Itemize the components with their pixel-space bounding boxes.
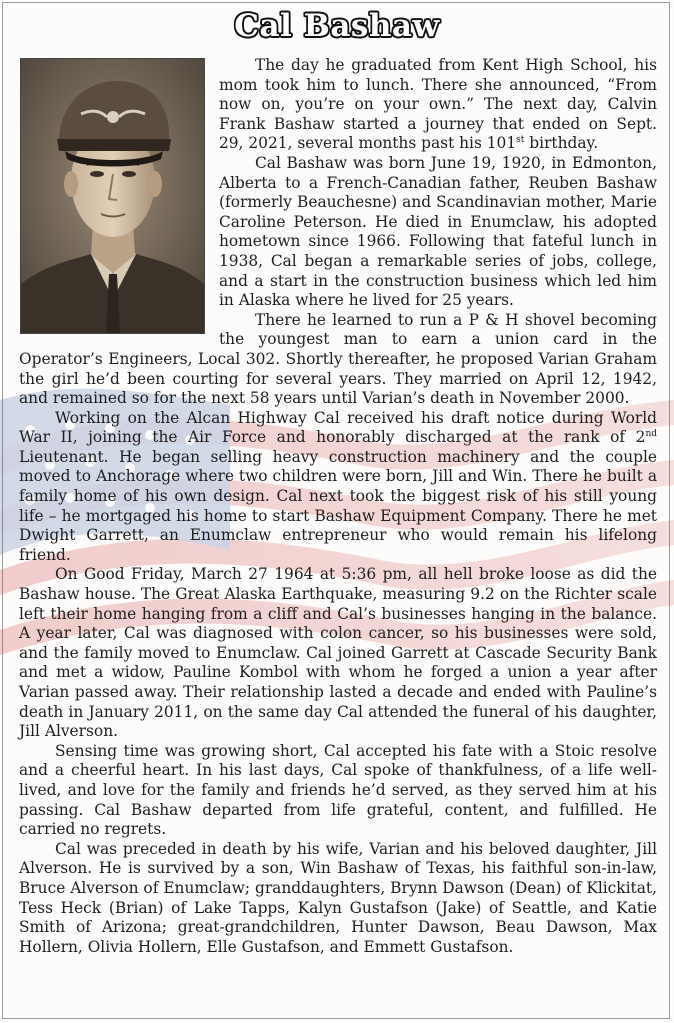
paragraph-5: On Good Friday, March 27 1964 at 5:36 pm, all hell broke loose as did the Bashaw house. The Great Alaska Earthquake, measuring 9.2 on the Richter scale left their home hanging from a cliff and Cal’s businesses hanging in the balance. A year later, Cal was diagnosed with colon cancer, so his businesses were sold, and the family moved to Enumclaw. Cal joined Garrett at Cascade Security Bank and met a widow, Pauline Kombol with whom he forged a union a year after Varian passed away. Their relationship lasted a decade and ended with Pauline’s death in January 2011, on the same day Cal attended the funeral of his daughter, Jill Alverson. bbox=[19, 565, 657, 741]
paragraph-1: The day he graduated from Kent High School, his mom took him to lunch. There she announced, “From now on, you’re on your own.” The next day, Calvin Frank Bashaw started a journey that ended on Sept. 29, 2021, several months past his 101st birthday. bbox=[219, 56, 657, 153]
paragraph-6: Sensing time was growing short, Cal accepted his fate with a Stoic resolve and a cheerful heart. In his last days, Cal spoke of thankfulness, of a life well-lived, and love for the family and friends he’d served, as they served him at his passing. Cal Bashaw departed from life grateful, content, and fulfilled. He carried no regrets. bbox=[19, 741, 657, 839]
obituary-name-heading: Cal Bashaw bbox=[234, 8, 440, 44]
photo-space bbox=[19, 56, 219, 336]
paragraph-4: Working on the Alcan Highway Cal received his draft notice during World War II, joining the Air Force and honorably discharged at the rank of 2nd Lieutenant. He began selling heavy construction machinery and the couple moved to Anchorage where two children were born, Jill and Win. There he built a family home of his own design. Cal next took the biggest risk of his still young life – he mortgaged his home to start Bashaw Equipment Company. There he met Dwight Garrett, an Enumclaw entrepreneur who would remain his lifelong friend. bbox=[19, 408, 657, 564]
paragraph-3: There he learned to run a P & H shovel becoming the youngest man to earn a union card in the Operator’s Engineers, Local 302. Shortly thereafter, he proposed Varian Graham the girl he’d been courting for several years. They married on April 12, 1942, and remained so for the next 58 years until Varian’s death in November 2000. bbox=[19, 310, 657, 408]
paragraph-7: Cal was preceded in death by his wife, Varian and his beloved daughter, Jill Alverson. He is survived by a son, Win Bashaw of Texas, his faithful son-in-law, Bruce Alverson of Enumclaw; granddaughters, Brynn Dawson (Dean) of Klickitat, Tess Heck (Brian) of Lake Tapps, Kalyn Gustafson (Jake) of Seattle, and Katie Smith of Arizona; great-grandchildren, Hunter Dawson, Beau Dawson, Max Hollern, Olivia Hollern, Elle Gustafson, and Emmett Gustafson. bbox=[19, 839, 657, 956]
obituary-body bbox=[19, 56, 657, 957]
paragraph-2: Cal Bashaw was born June 19, 1920, in Edmonton, Alberta to a French-Canadian father, Reuben Bashaw (formerly Beauchesne) and Scandinavian mother, Marie Caroline Peterson. He died in Enumclaw, his adopted hometown since 1966. Following that fateful lunch in 1938, Cal began a remarkable series of jobs, college, and a start in the construction business which led him in Alaska where he lived for 25 years. bbox=[219, 153, 657, 310]
